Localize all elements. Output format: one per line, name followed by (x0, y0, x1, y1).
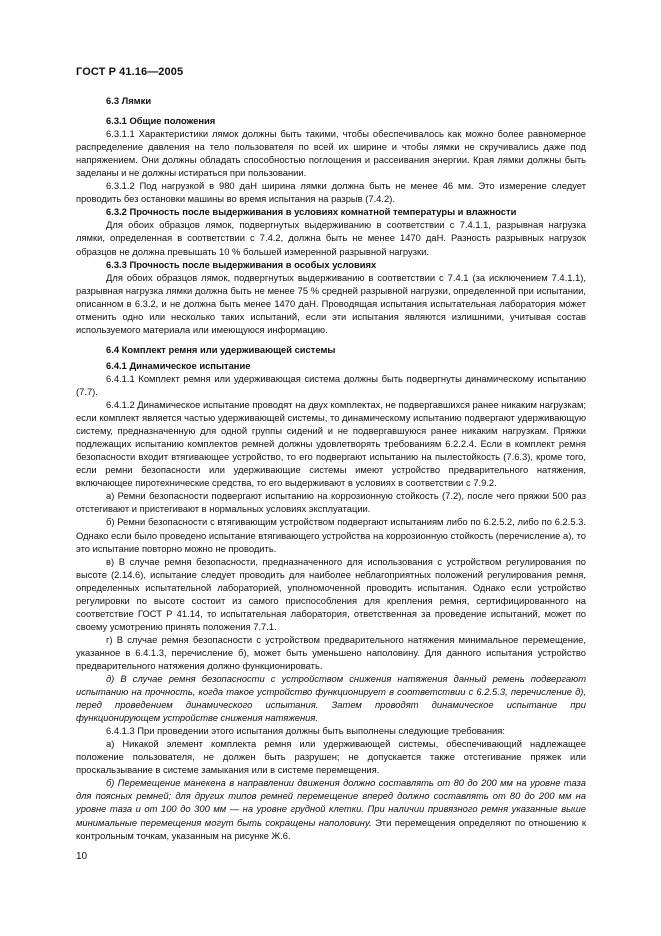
para-6-3-1-1: 6.3.1.1 Характеристики лямок должны быть такими, чтобы обеспечивалось как можно более равномерное распределение давления на тело пользователя по всей их ширине и чтобы лямки не скручивались даже под напряжением. Они должны обладать способностью поглощения и рассеивания энергии. Края лямки должны быть заделаны и не должны истираться при пользовании. (76, 128, 586, 179)
para-6-4-1-2-d: г) В случае ремня безопасности с устройством предварительного натяжения минимальное перемещение, указанное в 6.4.1.3, перечисление б), может быть уменьшено наполовину. Для данного испытания устройство предварительного натяжения должно функционировать. (76, 633, 586, 671)
para-6-4-1-1: 6.4.1.1 Комплект ремня или удерживающая система должны быть подвергнуты динамическому испытанию (7.7). (76, 372, 586, 397)
section-6-3-3-title: 6.3.3 Прочность после выдерживания в особых условиях (106, 258, 377, 270)
standard-code-header: ГОСТ Р 41.16—2005 (76, 66, 184, 78)
para-6-3-2: Для обоих образцов лямок, подвергнутых выдерживанию в соответствии с 7.4.1.1, разрывная нагрузка лямки, определенная в соответствии с 7.4.2, должна быть не менее 1470 даН. Разность разрывных нагрузок образцов не должна превышать 10 % большей измеренной разрывной нагрузки. (76, 219, 586, 257)
section-6-3-1-title: 6.3.1 Общие положения (106, 115, 216, 127)
page-number: 10 (76, 851, 88, 862)
para-6-4-1-2-c: в) В случае ремня безопасности, предназначенного для использования с устройством регулирования по высоте (2.14.6), испытание следует проводить для наиболее неблагоприятных положений регулирования ремня, определенных испытательной лабораторией, уполномоченной проводить испытания. Однако если устройство регулировки по высоте состоит из самого приспособления для крепления ремня, сертифицированного на соответствие ГОСТ Р 41.14, то испытательная лаборатория, ответственная за проведение испытаний, может по своему усмотрению принять положения 7.7.1. (76, 555, 586, 632)
section-6-4-1-title: 6.4.1 Динамическое испытание (106, 359, 251, 371)
para-6-4-1-3-b-regular-part: Эти перемещения определяют по отношению к контрольным точкам, указанным на рисунке Ж.6. (76, 816, 586, 841)
document-body (76, 94, 586, 842)
para-6-4-1-2: 6.4.1.2 Динамическое испытание проводят на двух комплектах, не подвергавшихся ранее никаким нагрузкам; если комплект является частью удерживающей системы, то динамическому испытанию подвергают удерживающую систему, предназначенную для одной группы сидений и не подвергавшуюся ранее никаким нагрузкам. Пряжки подлежащих испытанию комплектов ремней должны удовлетворять требованиям 6.2.2.4. Если в комплект ремня безопасности входит втягивающее устройство, то его подвергают испытанию на пылестойкость (7.6.3), кроме того, если ремни безопасности или удерживающие системы имеют устройство предварительного натяжения, включающее пиротехнические средства, то его выдерживают в условиях в соответствии с 7.9.2. (76, 399, 586, 489)
para-6-4-1-2-e: д) В случае ремня безопасности с устройством снижения натяжения данный ремень подвергают испытанию на прочность, когда такое устройство функционирует в соответствии с 6.2.5.3, перечисление д), перед проведением динамического испытания. Затем проводят динамическое испытание при функционирующем устройстве снижения натяжения. (76, 673, 586, 724)
para-6-3-1-2: 6.3.1.2 Под нагрузкой в 980 даН ширина лямки должна быть не менее 46 мм. Это измерение следует проводить без остановки машины во время испытания на разрыв (7.4.2). (76, 180, 586, 205)
section-6-3-title: 6.3 Лямки (106, 95, 152, 106)
section-6-3-2-title: 6.3.2 Прочность после выдерживания в условиях комнатной температуры и влажности (106, 206, 517, 218)
para-6-3-3: Для обоих образцов лямок, подвергнутых выдерживанию в соответствии с 7.4.1 (за исключением 7.4.1.1), разрывная нагрузка лямки должна быть не менее 75 % средней разрывной нагрузки, определенной при испытании, описанном в 6.3.2, и не должна быть менее 1470 даН. Проводящая испытания испытательная лаборатория может отменить одно или несколько таких испытаний, если эти испытания являются излишними, учитывая состав используемого материала или имеющуюся информацию. (76, 271, 586, 335)
section-6-4-title: 6.4 Комплект ремня или удерживающей системы (106, 343, 336, 355)
para-6-4-1-3-a: а) Никакой элемент комплекта ремня или удерживающей системы, обеспечивающий надлежащее положение пользователя, не должен быть разрушен; не допускается также отстегивание пряжек или проскальзывание в системе замыкания или в системе перемещения. (76, 738, 586, 776)
para-6-4-1-2-b: б) Ремни безопасности с втягивающим устройством подвергают испытаниям либо по 6.2.5.2, либо по 6.2.5.3. Однако если было проведено испытание втягивающего устройства на коррозионную стойкость (перечисление а), то это испытание повторно можно не проводить. (76, 516, 586, 554)
para-6-4-1-3: 6.4.1.3 При проведении этого испытания должны быть выполнены следующие требования: (106, 725, 505, 737)
para-6-4-1-3-b-italic-part: б) Перемещение манекена в направлении движения должно составлять от 80 до 200 мм на уровне таза для поясных ремней; для других типов ремней перемещение вперед должно составлять от 80 до 200 мм на уровне таза и от 100 до 300 мм — на уровне грудной клетки. При наличии привязного ремня указанные выше минимальные перемещения могут быть сокращены наполовину. (76, 777, 586, 828)
para-6-4-1-3-b (76, 776, 586, 841)
para-6-4-1-2-a: а) Ремни безопасности подвергают испытанию на коррозионную стойкость (7.2), после чего пряжки 500 раз отстегивают и пристегивают в нормальных условиях эксплуатации. (76, 490, 586, 515)
